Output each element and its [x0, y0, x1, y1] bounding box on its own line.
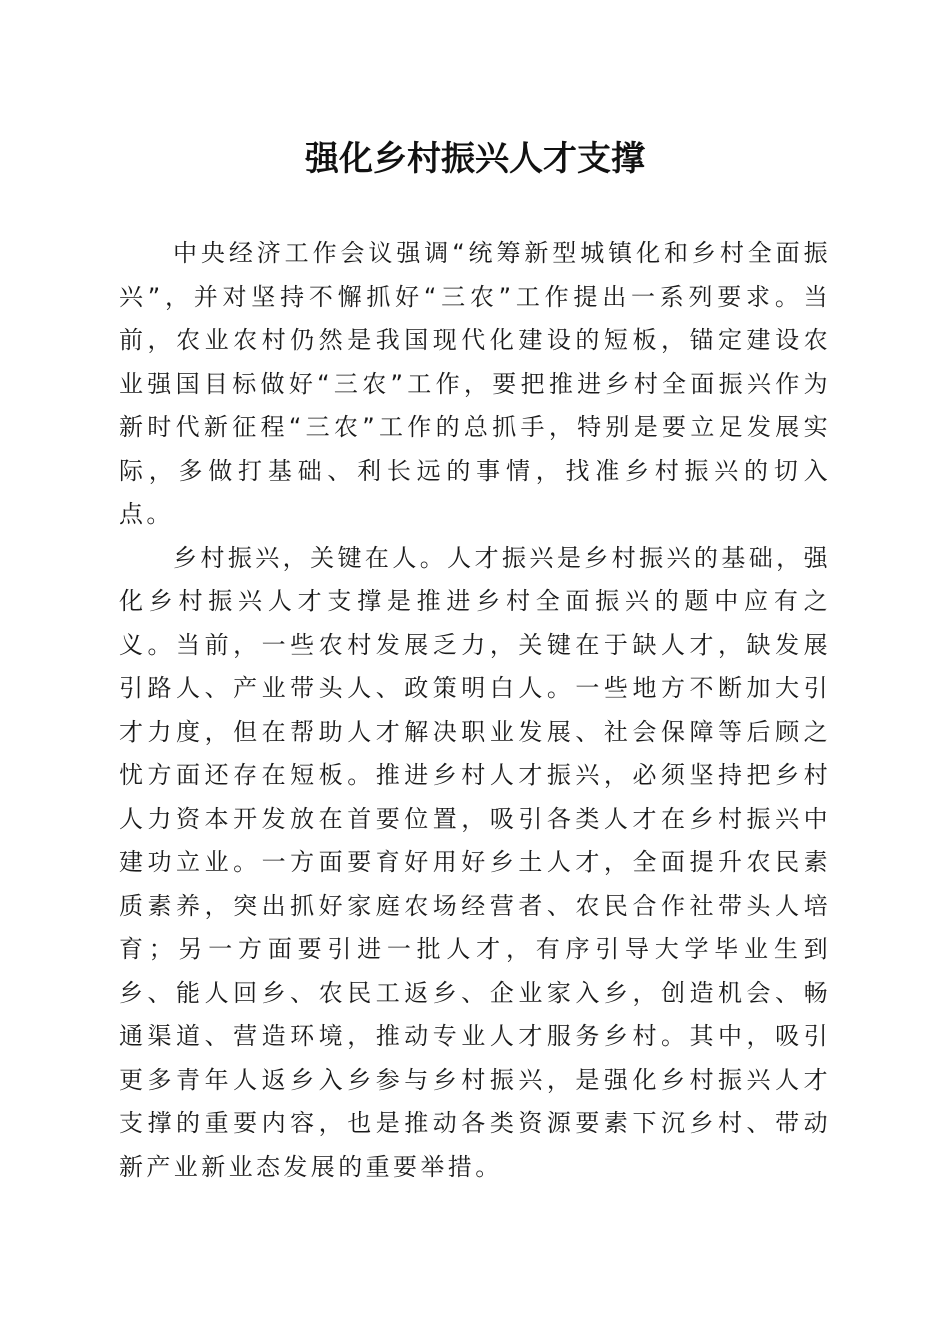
paragraph-2: 乡村振兴，关键在人。人才振兴是乡村振兴的基础，强化乡村振兴人才支撑是推进乡村全面振兴的题中应有之义。当前，一些农村发展乏力，关键在于缺人才，缺发展引路人、产业带头人、政策明白人。一些地方不断加大引才力度，但在帮助人才解决职业发展、社会保障等后顾之忧方面还存在短板。推进乡村人才振兴，必须坚持把乡村人力资本开发放在首要位置，吸引各类人才在乡村振兴中建功立业。一方面要育好用好乡土人才，全面提升农民素质素养，突出抓好家庭农场经营者、农民合作社带头人培育；另一方面要引进一批人才，有序引导大学毕业生到乡、能人回乡、农民工返乡、企业家入乡，创造机会、畅通渠道、营造环境，推动专业人才服务乡村。其中，吸引更多青年人返乡入乡参与乡村振兴，是强化乡村振兴人才支撑的重要内容，也是推动各类资源要素下沉乡村、带动新产业新业态发展的重要举措。 — [119, 543, 831, 1181]
document-title: 强化乡村振兴人才支撑 — [305, 139, 645, 179]
document-body — [119, 232, 831, 1189]
paragraph-1: 中央经济工作会议强调“统筹新型城镇化和乡村全面振兴”，并对坚持不懈抓好“三农”工作提出一系列要求。当前，农业农村仍然是我国现代化建设的短板，锚定建设农业强国目标做好“三农”工作，要把推进乡村全面振兴作为新时代新征程“三农”工作的总抓手，特别是要立足发展实际，多做打基础、利长远的事情，找准乡村振兴的切入点。 — [119, 239, 831, 528]
